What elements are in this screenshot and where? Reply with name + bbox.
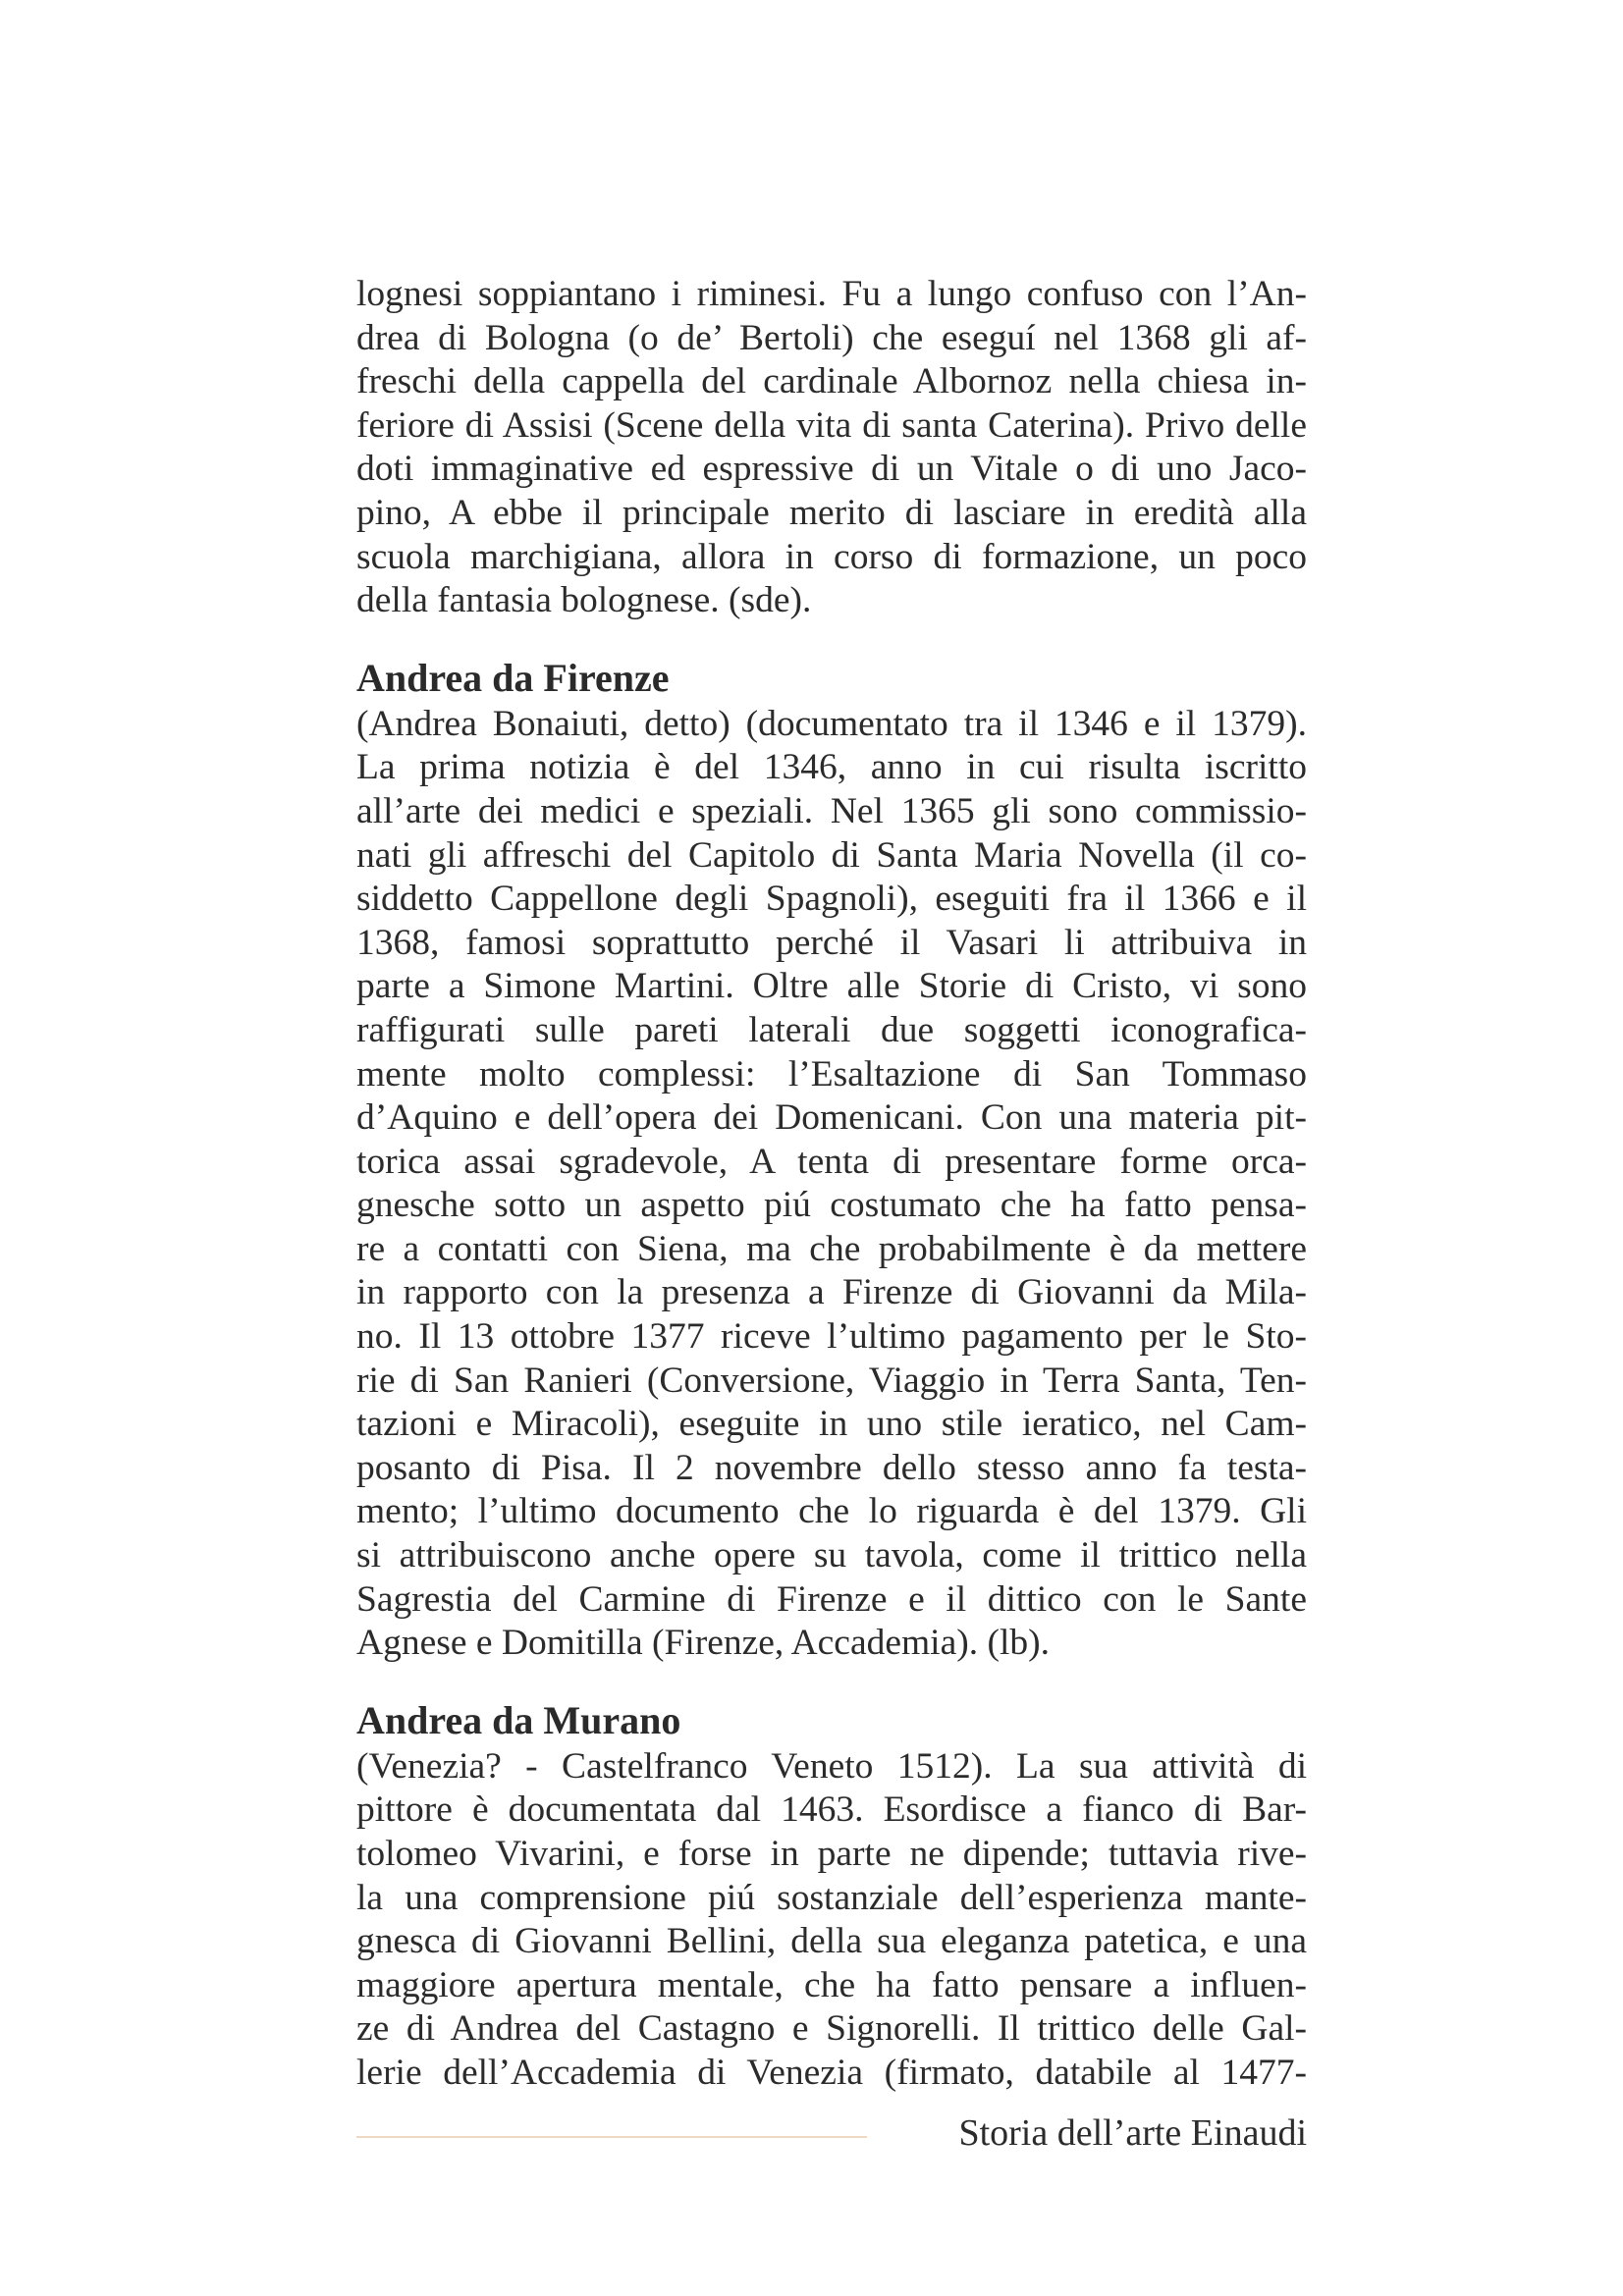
footer-publisher-title: Storia dell’arte Einaudi	[958, 2112, 1307, 2154]
text-line: rie di San Ranieri (Conversione, Viaggio in Terra Santa, Ten-	[356, 1360, 1307, 1401]
text-line: all’arte dei medici e speziali. Nel 1365 gli sono commissio-	[356, 790, 1307, 831]
text-line: La prima notizia è del 1346, anno in cui risulta iscritto	[356, 747, 1307, 788]
text-line: della fantasia bolognese. (sde).	[356, 580, 812, 621]
entry-heading: Andrea da Firenze	[356, 655, 670, 700]
entry-andrea-da-firenze	[356, 656, 1307, 1666]
text-line: d’Aquino e dell’opera dei Domenicani. Con una materia pit-	[356, 1097, 1307, 1139]
text-line: nati gli affreschi del Capitolo di Santa Maria Novella (il co-	[356, 834, 1307, 876]
text-line: gnesche sotto un aspetto piú costumato che ha fatto pensa-	[356, 1185, 1307, 1226]
text-line: (Venezia? - Castelfranco Veneto 1512). La sua attività di	[356, 1745, 1307, 1787]
text-line: pino, A ebbe il principale merito di lasciare in eredità alla	[356, 492, 1307, 533]
text-line: tazioni e Miracoli), eseguite in uno stile ieratico, nel Cam-	[356, 1404, 1307, 1445]
text-line: parte a Simone Martini. Oltre alle Storie di Cristo, vi sono	[356, 966, 1307, 1007]
text-line: tolomeo Vivarini, e forse in parte ne dipende; tuttavia rive-	[356, 1834, 1307, 1874]
footer-rule	[356, 2136, 867, 2138]
text-line: ze di Andrea del Castagno e Signorelli. Il trittico delle Gal-	[356, 2008, 1307, 2050]
text-line: freschi della cappella del cardinale Albornoz nella chiesa in-	[356, 361, 1307, 402]
intro-paragraph	[356, 273, 1307, 623]
text-line: 1368, famosi soprattutto perché il Vasari li attribuiva in	[356, 922, 1307, 963]
text-column	[356, 273, 1307, 2096]
text-line: siddetto Cappellone degli Spagnoli), eseguiti fra il 1366 e il	[356, 879, 1307, 920]
text-line: la una comprensione piú sostanziale dell’esperienza mante-	[356, 1877, 1307, 1918]
text-line: feriore di Assisi (Scene della vita di santa Caterina). Privo delle	[356, 404, 1307, 446]
text-line: re a contatti con Siena, ma che probabilmente è da mettere	[356, 1228, 1307, 1269]
text-line: lognesi soppiantano i riminesi. Fu a lungo confuso con l’An-	[356, 274, 1307, 314]
text-line: doti immaginative ed espressive di un Vitale o di uno Jaco-	[356, 449, 1307, 490]
text-line: scuola marchigiana, allora in corso di formazione, un poco	[356, 536, 1307, 577]
text-line: no. Il 13 ottobre 1377 riceve l’ultimo pagamento per le Sto-	[356, 1316, 1307, 1358]
entry-heading: Andrea da Murano	[356, 1697, 681, 1742]
text-line: lerie dell’Accademia di Venezia (firmato, databile al 1477-	[356, 2052, 1307, 2093]
text-line: raffigurati sulle pareti laterali due soggetti iconografica-	[356, 1009, 1307, 1050]
text-line: torica assai sgradevole, A tenta di presentare forme orca-	[356, 1141, 1307, 1182]
text-line: posanto di Pisa. Il 2 novembre dello stesso anno fa testa-	[356, 1447, 1307, 1488]
text-line: Agnese e Domitilla (Firenze, Accademia). (lb).	[356, 1623, 1050, 1664]
text-line: Sagrestia del Carmine di Firenze e il dittico con le Sante	[356, 1578, 1307, 1620]
text-line: gnesca di Giovanni Bellini, della sua eleganza patetica, e una	[356, 1921, 1307, 1962]
text-line: maggiore apertura mentale, che ha fatto pensare a influen-	[356, 1964, 1307, 2005]
text-line: pittore è documentata dal 1463. Esordisce a fianco di Bar-	[356, 1789, 1307, 1831]
text-line: si attribuiscono anche opere su tavola, come il trittico nella	[356, 1535, 1307, 1576]
text-line: in rapporto con la presenza a Firenze di Giovanni da Mila-	[356, 1272, 1307, 1313]
text-line: drea di Bologna (o de’ Bertoli) che eseguí nel 1368 gli af-	[356, 317, 1307, 358]
entry-andrea-da-murano	[356, 1698, 1307, 2096]
text-line: (Andrea Bonaiuti, detto) (documentato tra il 1346 e il 1379).	[356, 703, 1307, 744]
text-line: mente molto complessi: l’Esaltazione di San Tommaso	[356, 1053, 1307, 1095]
text-line: mento; l’ultimo documento che lo riguarda è del 1379. Gli	[356, 1491, 1307, 1532]
